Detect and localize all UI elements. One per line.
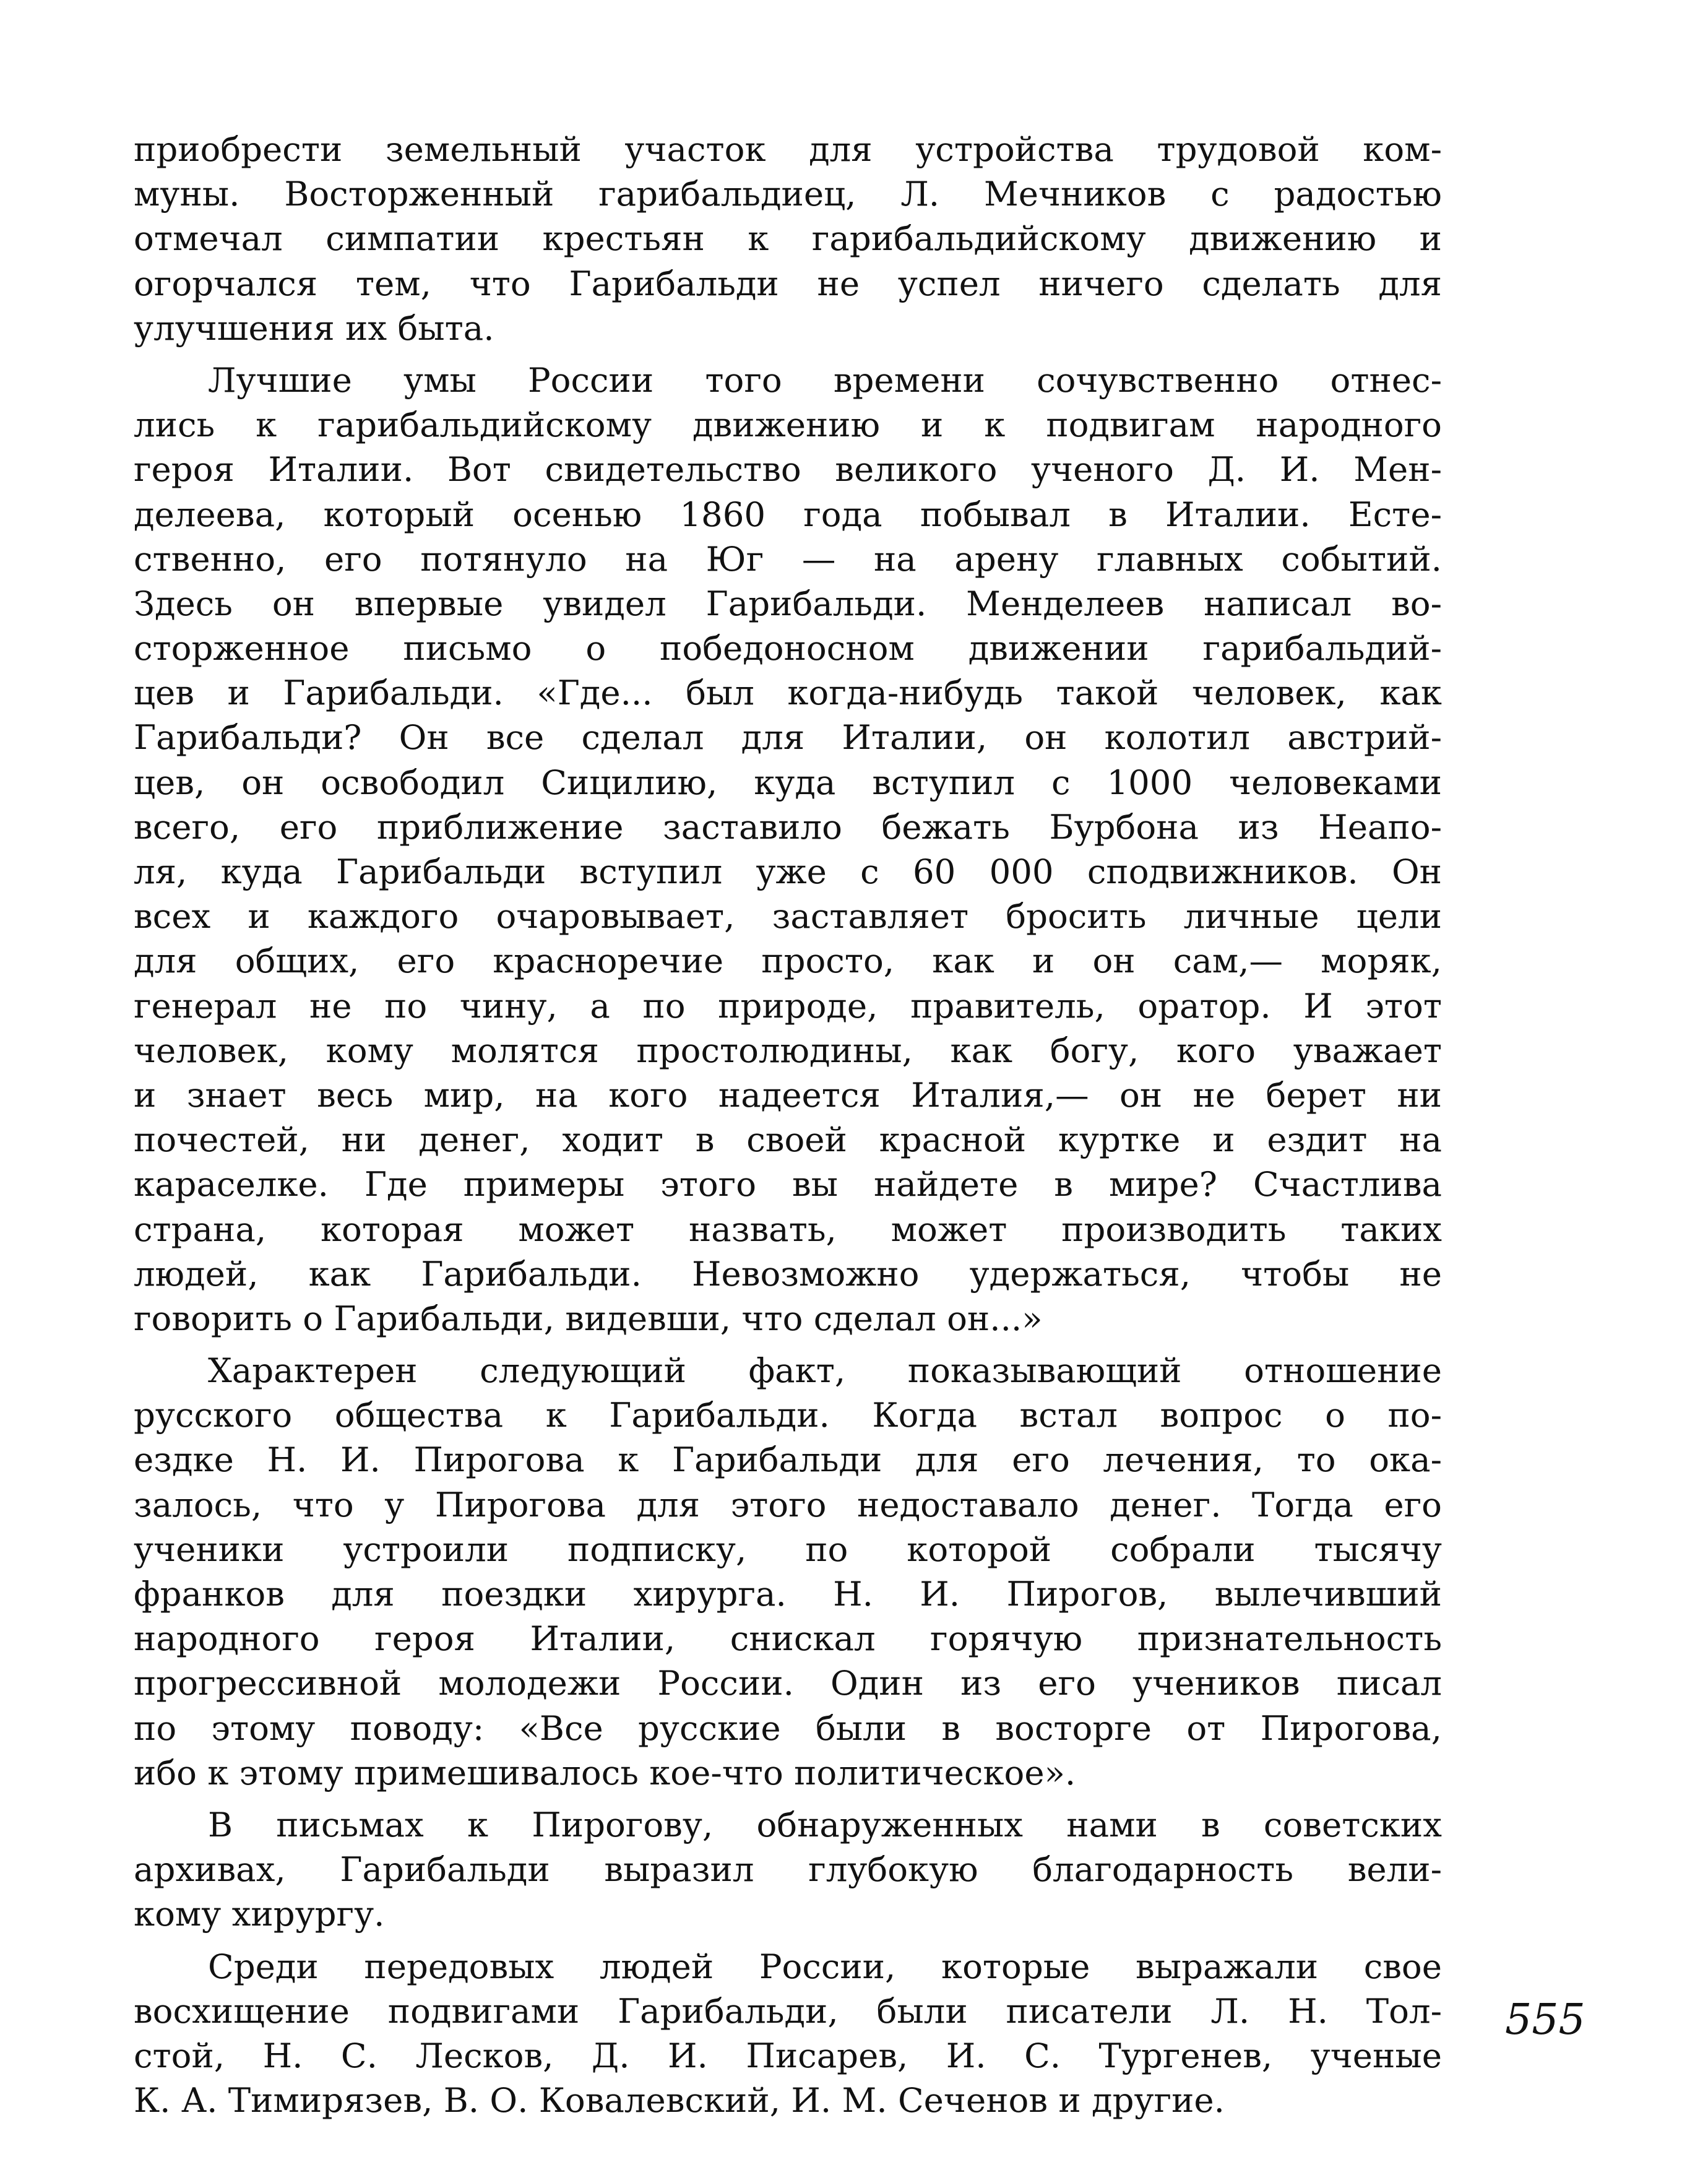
text-line: улучшения их быта. bbox=[134, 308, 494, 348]
text-line: делеева, который осенью 1860 года побывал в Италии. Есте- bbox=[134, 494, 1442, 534]
text-line: прогрессивной молодежи России. Один из его учеников писал bbox=[134, 1663, 1442, 1703]
text-line: приобрести земельный участок для устройства трудовой ком- bbox=[134, 129, 1442, 169]
text-line: Среди передовых людей России, которые выражали свое bbox=[208, 1946, 1442, 1986]
text-line: русского общества к Гарибальди. Когда встал вопрос о по- bbox=[134, 1395, 1442, 1435]
text-line: лись к гарибальдийскому движению и к подвигам народного bbox=[134, 405, 1442, 445]
text-line: стой, Н. С. Лесков, Д. И. Писарев, И. С. Тургенев, ученые bbox=[134, 2035, 1442, 2075]
paragraph bbox=[134, 358, 1442, 1341]
text-line: для общих, его красноречие просто, как и он сам,— моряк, bbox=[134, 941, 1442, 981]
text-line: народного героя Италии, снискал горячую признательность bbox=[134, 1619, 1442, 1659]
text-line: цев, он освободил Сицилию, куда вступил с 1000 человеками bbox=[134, 762, 1442, 802]
paragraph bbox=[134, 127, 1442, 350]
text-line: ля, куда Гарибальди вступил уже с 60 000 сподвижников. Он bbox=[134, 852, 1442, 891]
text-line: муны. Восторженный гарибальдиец, Л. Мечников с радостью bbox=[134, 174, 1442, 214]
text-line: Здесь он впервые увидел Гарибальди. Менделеев написал во- bbox=[134, 583, 1442, 623]
text-line: огорчался тем, что Гарибальди не успел ничего сделать для bbox=[134, 263, 1442, 303]
text-line: ученики устроили подписку, по которой собрали тысячу bbox=[134, 1529, 1442, 1569]
text-line: сторженное письмо о победоносном движении гарибальдий- bbox=[134, 628, 1442, 668]
text-line: ственно, его потянуло на Юг — на арену главных событий. bbox=[134, 538, 1442, 579]
text-line: кому хирургу. bbox=[134, 1894, 385, 1934]
text-line: и знает весь мир, на кого надеется Италия,— он не берет ни bbox=[134, 1075, 1442, 1115]
text-line: франков для поездки хирурга. Н. И. Пирогов, вылечивший bbox=[134, 1574, 1442, 1614]
text-line: ибо к этому примешивалось кое-что политическое». bbox=[134, 1752, 1076, 1792]
text-line: архивах, Гарибальди выразил глубокую благодарность вели- bbox=[134, 1849, 1442, 1890]
text-line: залось, что у Пирогова для этого недоставало денег. Тогда его bbox=[134, 1484, 1442, 1524]
text-line: говорить о Гарибальди, видевши, что сделал он...» bbox=[134, 1298, 1043, 1338]
text-line: генерал не по чину, а по природе, правитель, оратор. И этот bbox=[134, 985, 1442, 1026]
text-line: всего, его приближение заставило бежать Бурбона из Неапо- bbox=[134, 806, 1442, 847]
text-line: Лучшие умы России того времени сочувственно отнес- bbox=[208, 360, 1442, 400]
text-line: человек, кому молятся простолюдины, как богу, кого уважает bbox=[134, 1030, 1442, 1070]
text-line: отмечал симпатии крестьян к гарибальдийскому движению и bbox=[134, 218, 1442, 259]
text-line: по этому поводу: «Все русские были в восторге от Пирогова, bbox=[134, 1708, 1442, 1748]
text-line: страна, которая может назвать, может производить таких bbox=[134, 1209, 1442, 1249]
page-body bbox=[134, 127, 1442, 2122]
text-line: караселке. Где примеры этого вы найдете в мире? Счастлива bbox=[134, 1164, 1442, 1204]
text-line: В письмах к Пирогову, обнаруженных нами в советских bbox=[208, 1804, 1442, 1844]
text-line: почестей, ни денег, ходит в своей красной куртке и ездит на bbox=[134, 1120, 1442, 1160]
text-line: Характерен следующий факт, показывающий отношение bbox=[208, 1351, 1442, 1391]
paragraph bbox=[134, 1348, 1442, 1795]
text-line: Гарибальди? Он все сделал для Италии, он колотил австрий- bbox=[134, 717, 1442, 758]
paragraph bbox=[134, 1802, 1442, 1937]
text-line: людей, как Гарибальди. Невозможно удержаться, чтобы не bbox=[134, 1253, 1442, 1294]
text-line: восхищение подвигами Гарибальди, были писатели Л. Н. Тол- bbox=[134, 1991, 1442, 2031]
page-number: 555 bbox=[1505, 1996, 1585, 2044]
text-line: К. А. Тимирязев, В. О. Ковалевский, И. М. Сеченов и другие. bbox=[134, 2080, 1225, 2121]
text-line: ездке Н. И. Пирогова к Гарибальди для его лечения, то ока- bbox=[134, 1440, 1442, 1480]
text-line: цев и Гарибальди. «Где... был когда-нибудь такой человек, как bbox=[134, 673, 1442, 713]
text-line: героя Италии. Вот свидетельство великого ученого Д. И. Мен- bbox=[134, 449, 1442, 490]
paragraph bbox=[134, 1944, 1442, 2123]
text-line: всех и каждого очаровывает, заставляет бросить личные цели bbox=[134, 896, 1442, 936]
